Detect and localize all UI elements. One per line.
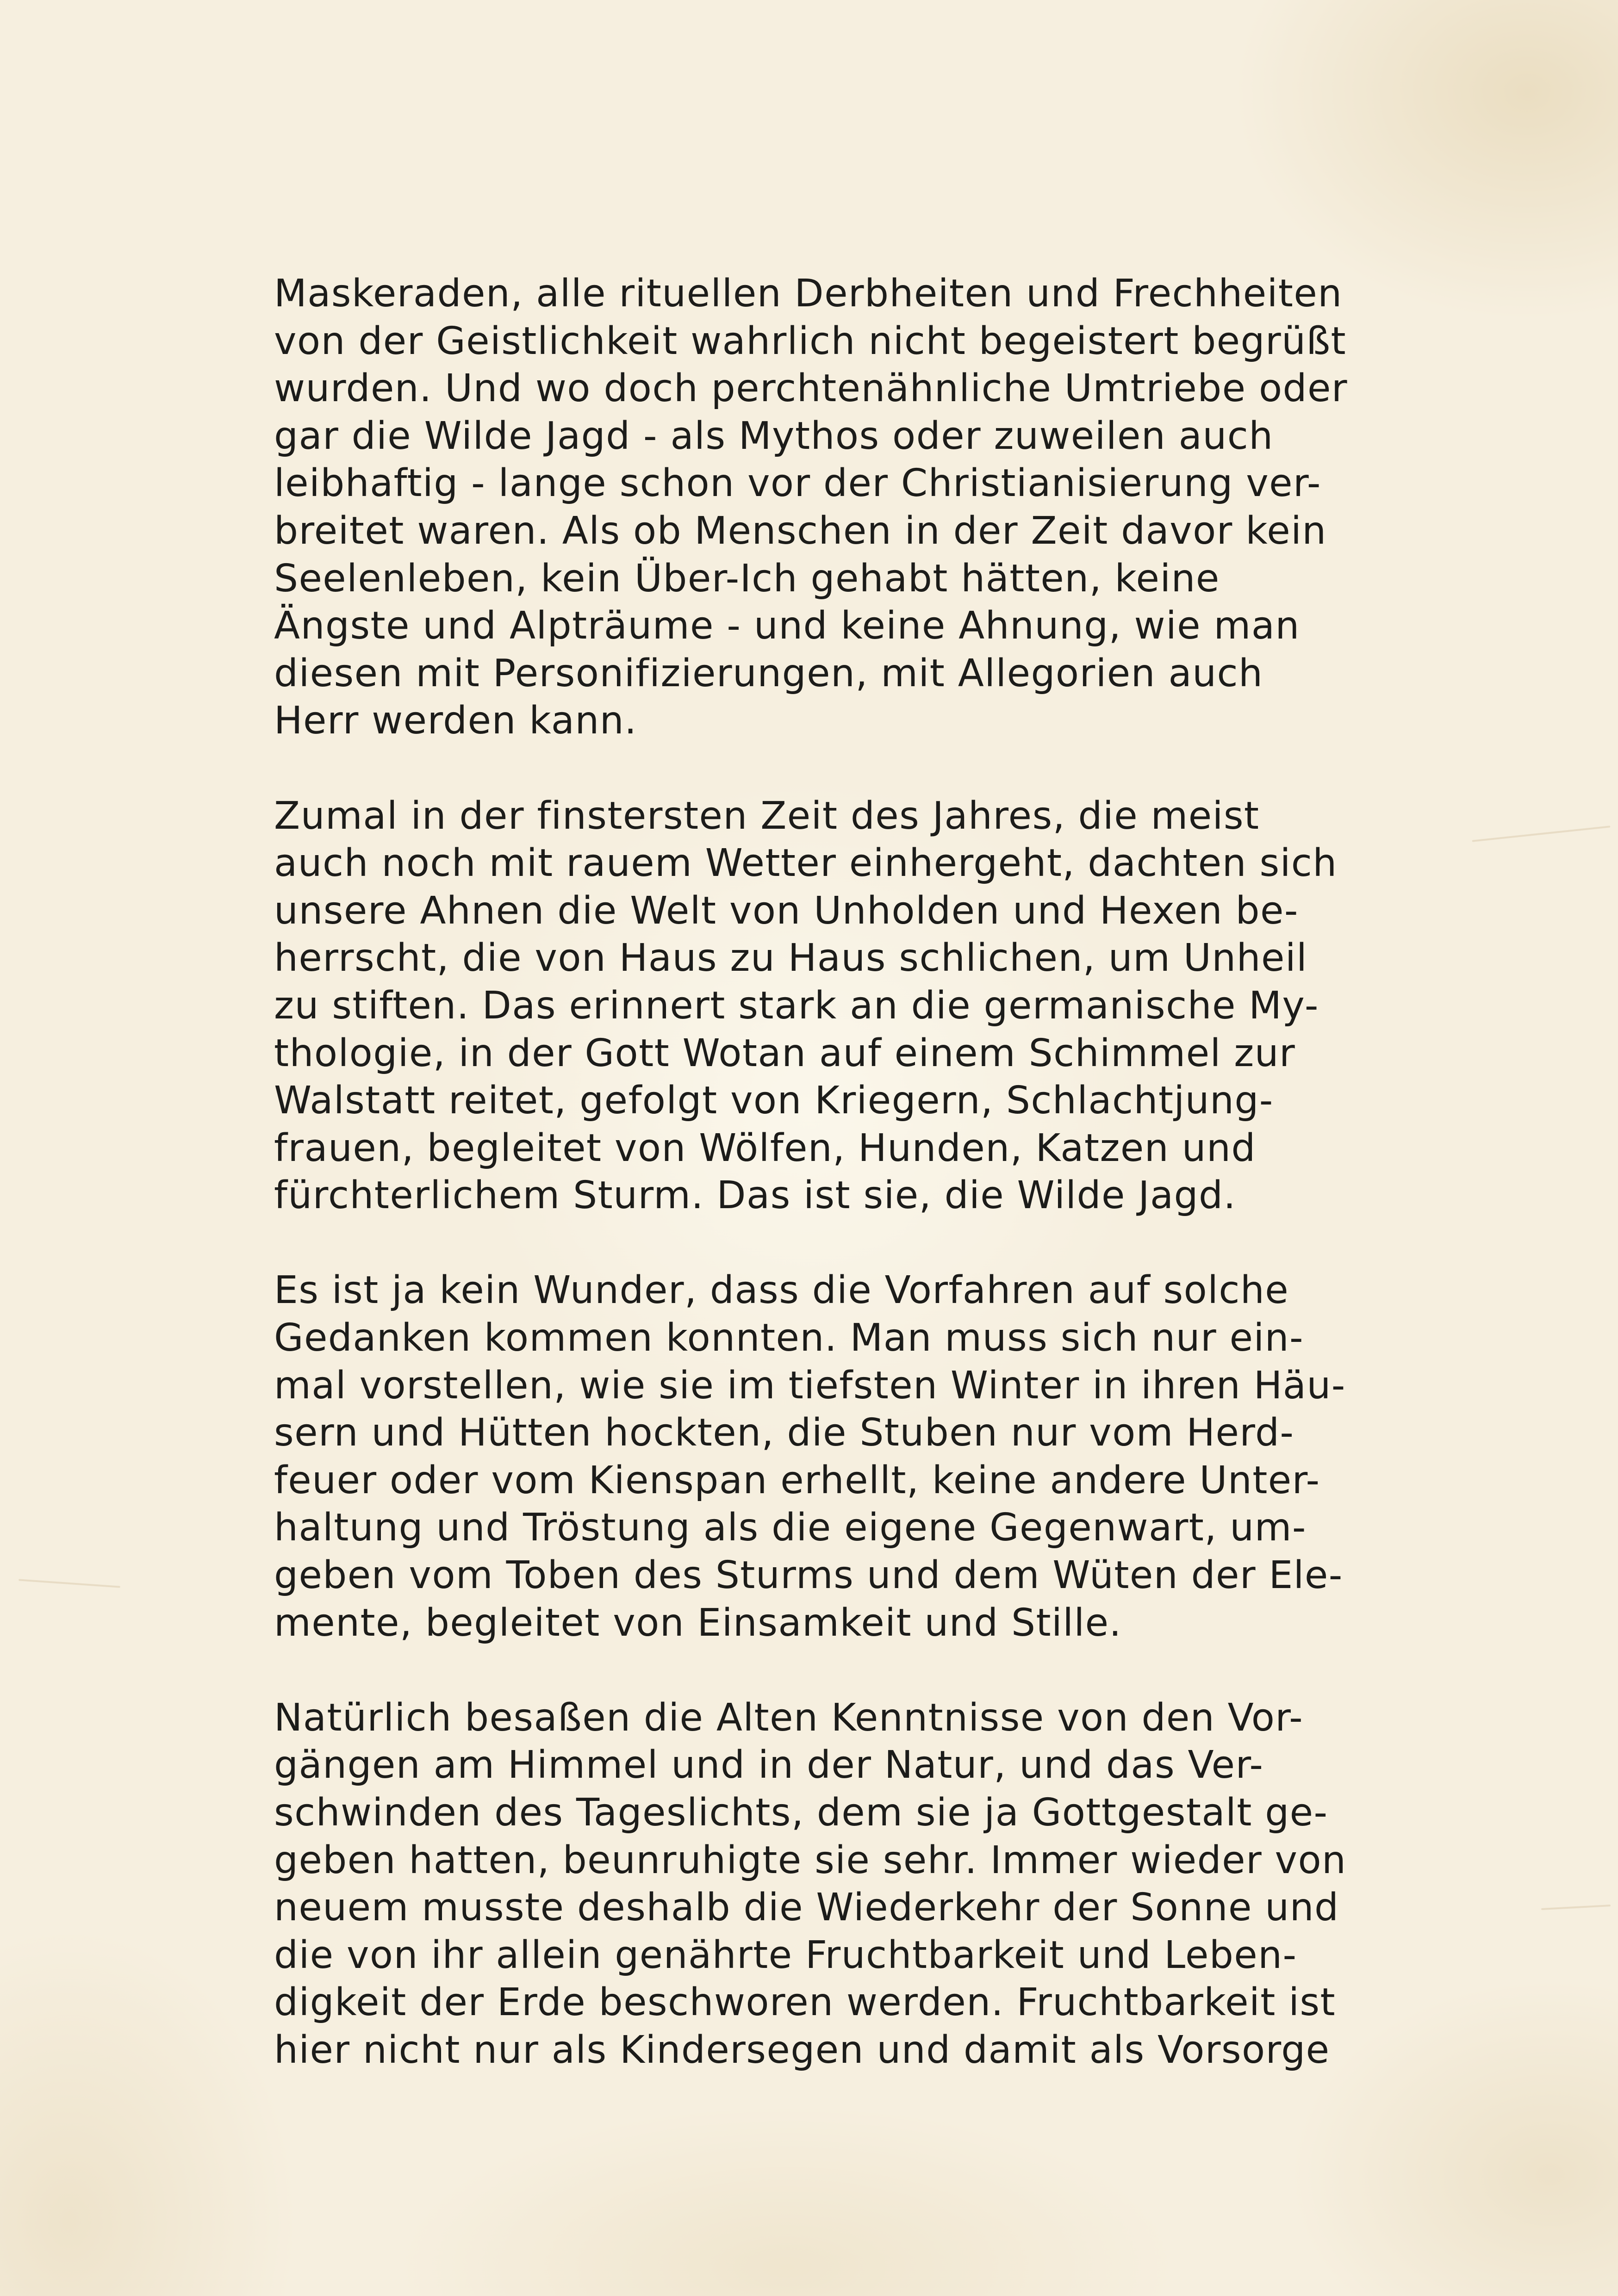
text-line: Ängste und Alpträume - und keine Ahnung, wie man [274,604,1300,648]
text-line: Seelenleben, kein Über-Ich gehabt hätten, keine [274,556,1220,601]
text-line: Natürlich besaßen die Alten Kenntnisse von den Vor- [274,1695,1304,1740]
text-line: mente, begleitet von Einsamkeit und Stille. [274,1601,1122,1645]
paragraph-1 [274,270,1366,745]
text-line: neuem musste deshalb die Wiederkehr der Sonne und [274,1886,1339,1930]
text-line: auch noch mit rauem Wetter einhergeht, dachten sich [274,841,1338,886]
paragraph-3 [274,1267,1366,1647]
text-line: mal vorstellen, wie sie im tiefsten Winter in ihren Häu- [274,1363,1346,1408]
text-line: gängen am Himmel und in der Natur, und das Ver- [274,1743,1264,1787]
text-line: die von ihr allein genährte Fruchtbarkeit und Leben- [274,1933,1297,1977]
text-line: Es ist ja kein Wunder, dass die Vorfahren auf solche [274,1268,1289,1313]
text-line: sern und Hütten hockten, die Stuben nur vom Herd- [274,1411,1294,1455]
text-line: wurden. Und wo doch perchtenähnliche Umtriebe oder [274,366,1348,411]
text-line: unsere Ahnen die Welt von Unholden und Hexen be- [274,888,1299,933]
text-line: fürchterlichem Sturm. Das ist sie, die Wilde Jagd. [274,1173,1236,1218]
paper-crease [1541,1905,1611,1910]
text-line: Maskeraden, alle rituellen Derbheiten und Frechheiten [274,272,1343,316]
text-line: Gedanken kommen konnten. Man muss sich nur ein- [274,1316,1304,1360]
text-line: thologie, in der Gott Wotan auf einem Schimmel zur [274,1031,1296,1075]
text-line: zu stiften. Das erinnert stark an die germanische My- [274,983,1319,1028]
paragraph-4 [274,1694,1366,2074]
paper-crease [19,1579,120,1588]
text-line: von der Geistlichkeit wahrlich nicht begeistert begrüßt [274,319,1347,363]
text-line: frauen, begleitet von Wölfen, Hunden, Katzen und [274,1126,1256,1170]
text-line: breitet waren. Als ob Menschen in der Zeit davor kein [274,509,1327,553]
text-line: Herr werden kann. [274,699,637,743]
text-line: Walstatt reitet, gefolgt von Kriegern, Schlachtjung- [274,1079,1274,1123]
text-line: digkeit der Erde beschworen werden. Fruchtbarkeit ist [274,1980,1336,2025]
text-line: feuer oder vom Kienspan erhellt, keine andere Unter- [274,1458,1320,1502]
text-line: hier nicht nur als Kindersegen und damit als Vorsorge [274,2028,1330,2072]
text-line: schwinden des Tageslichts, dem sie ja Gottgestalt ge- [274,1791,1328,1835]
paper-crease [1472,825,1611,842]
text-line: Zumal in der finstersten Zeit des Jahres, die meist [274,794,1260,838]
text-line: herrscht, die von Haus zu Haus schlichen, um Unheil [274,936,1308,980]
text-line: haltung und Tröstung als die eigene Gegenwart, um- [274,1506,1307,1550]
text-line: gar die Wilde Jagd - als Mythos oder zuweilen auch [274,414,1274,458]
paragraph-2 [274,793,1366,1220]
text-line: geben hatten, beunruhigte sie sehr. Immer wieder von [274,1838,1347,1882]
page-text [274,270,1366,2074]
text-line: geben vom Toben des Sturms und dem Wüten der Ele- [274,1553,1343,1598]
text-line: leibhaftig - lange schon vor der Christianisierung ver- [274,461,1321,506]
text-line: diesen mit Personifizierungen, mit Allegorien auch [274,651,1263,695]
